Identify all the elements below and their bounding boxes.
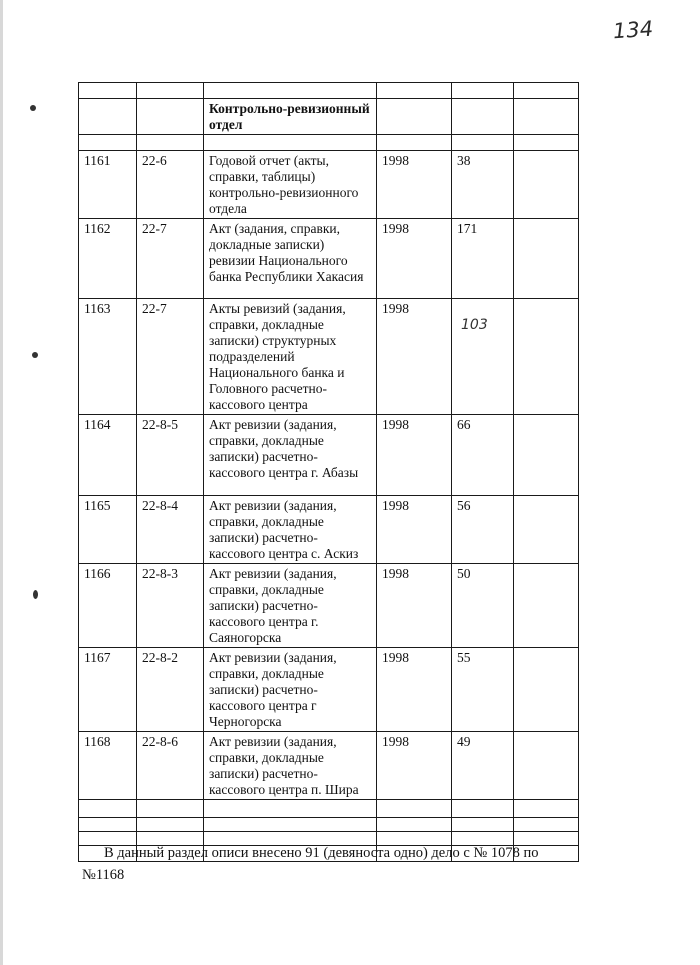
case-number: 1167 (79, 648, 137, 732)
case-number: 1164 (79, 415, 137, 496)
case-code: 22-8-5 (137, 415, 204, 496)
summary-line-1: В данный раздел описи внесено 91 (девяноста одно) дело с № 1078 по (104, 845, 539, 861)
case-notes (514, 564, 579, 648)
case-sheets: 49 (452, 732, 514, 800)
header-row-spacer (79, 135, 579, 151)
case-title: Акт ревизии (задания, справки, докладные записки) расчетно-кассового центра г Черногорска (204, 648, 377, 732)
case-code: 22-7 (137, 299, 204, 415)
empty-row (79, 818, 579, 832)
case-sheets: 56 (452, 496, 514, 564)
case-notes (514, 219, 579, 299)
table-row (79, 299, 579, 415)
scan-speck (32, 352, 38, 358)
case-code: 22-8-6 (137, 732, 204, 800)
case-year: 1998 (377, 151, 452, 219)
case-title: Акт (задания, справки, докладные записки) ревизии Национального банка Республики Хакасия (204, 219, 377, 299)
empty-row (79, 800, 579, 818)
case-code: 22-8-4 (137, 496, 204, 564)
case-notes (514, 415, 579, 496)
case-sheets: 171 (452, 219, 514, 299)
section-header-row (79, 99, 579, 135)
scan-edge (0, 0, 3, 965)
table-row (79, 564, 579, 648)
case-number: 1163 (79, 299, 137, 415)
table-row (79, 732, 579, 800)
case-code: 22-6 (137, 151, 204, 219)
case-notes (514, 496, 579, 564)
case-year: 1998 (377, 648, 452, 732)
case-title: Акты ревизий (задания, справки, докладные записки) структурных подразделений Национального банка и Головного расчетно-кассового центра (204, 299, 377, 415)
table-row (79, 219, 579, 299)
header-row-top (79, 83, 579, 99)
table-row (79, 496, 579, 564)
case-title: Акт ревизии (задания, справки, докладные записки) расчетно-кассового центра г. Саяногорска (204, 564, 377, 648)
section-summary (82, 842, 582, 886)
case-number: 1168 (79, 732, 137, 800)
case-notes (514, 299, 579, 415)
table-row (79, 151, 579, 219)
case-notes (514, 151, 579, 219)
inventory-table (78, 82, 579, 862)
case-number: 1166 (79, 564, 137, 648)
table-row (79, 648, 579, 732)
scan-speck (33, 590, 38, 599)
case-code: 22-8-3 (137, 564, 204, 648)
case-title: Акт ревизии (задания, справки, докладные записки) расчетно-кассового центра п. Шира (204, 732, 377, 800)
handwritten-sheet-count: 103 (461, 317, 488, 333)
case-number: 1162 (79, 219, 137, 299)
scan-speck (30, 105, 36, 111)
case-code: 22-7 (137, 219, 204, 299)
case-year: 1998 (377, 299, 452, 415)
case-sheets: 38 (452, 151, 514, 219)
section-title: Контрольно-ревизионный отдел (204, 99, 377, 135)
case-number: 1165 (79, 496, 137, 564)
case-sheets: 55 (452, 648, 514, 732)
case-sheets: 66 (452, 415, 514, 496)
case-sheets: 50 (452, 564, 514, 648)
case-title: Акт ревизии (задания, справки, докладные записки) расчетно-кассового центра с. Аскиз (204, 496, 377, 564)
case-year: 1998 (377, 564, 452, 648)
case-sheets (452, 299, 514, 415)
table-row (79, 415, 579, 496)
summary-line-2: №1168 (82, 867, 125, 883)
case-number: 1161 (79, 151, 137, 219)
page-number: 134 (612, 16, 654, 44)
case-title: Акт ревизии (задания, справки, докладные записки) расчетно-кассового центра г. Абазы (204, 415, 377, 496)
case-year: 1998 (377, 496, 452, 564)
case-title: Годовой отчет (акты, справки, таблицы) контрольно-ревизионного отдела (204, 151, 377, 219)
case-year: 1998 (377, 219, 452, 299)
case-notes (514, 732, 579, 800)
case-year: 1998 (377, 732, 452, 800)
case-year: 1998 (377, 415, 452, 496)
case-code: 22-8-2 (137, 648, 204, 732)
case-notes (514, 648, 579, 732)
